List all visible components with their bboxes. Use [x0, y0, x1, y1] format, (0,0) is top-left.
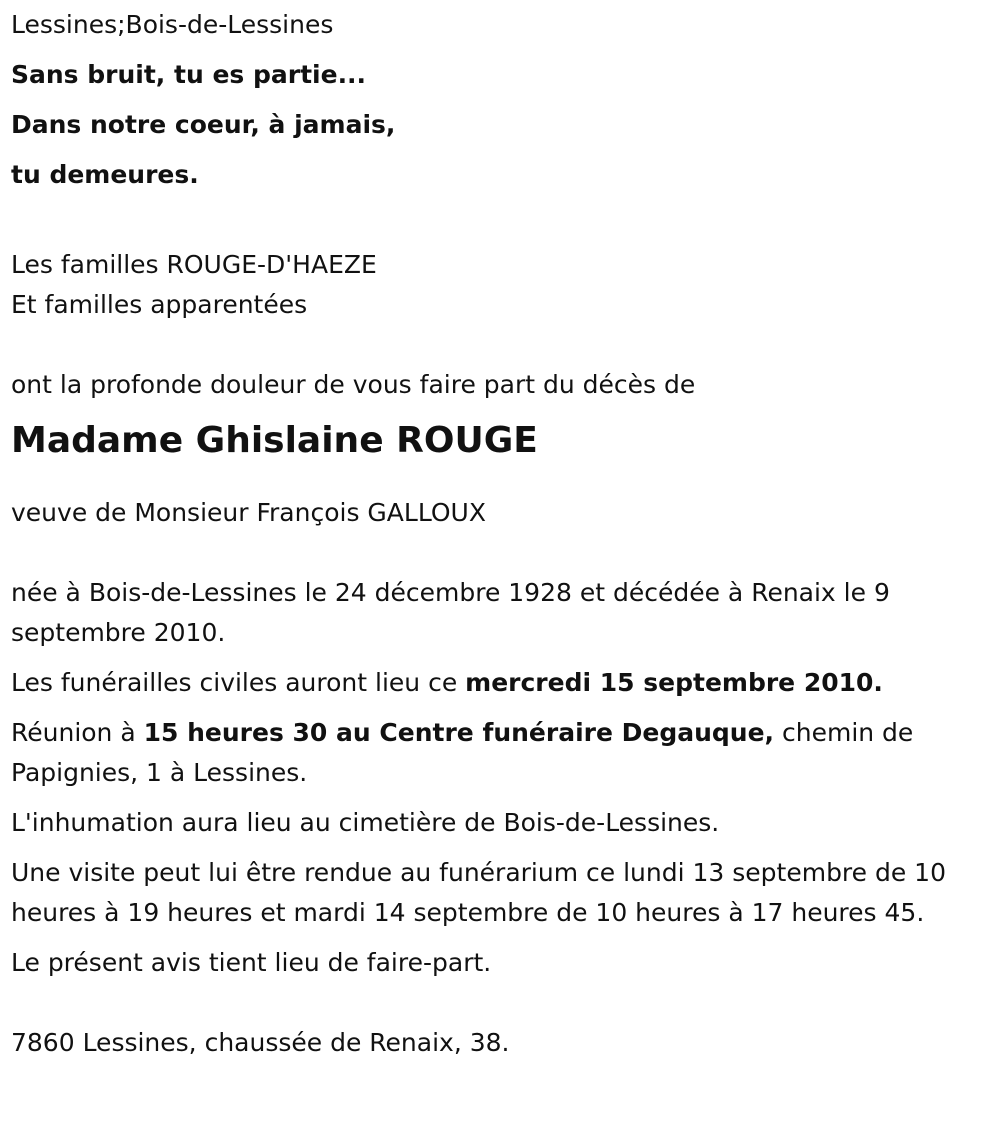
family-line-2: Et familles apparentées [11, 290, 308, 319]
family-line-1: Les familles ROUGE-D'HAEZE [11, 250, 377, 279]
funeral-text [11, 663, 981, 703]
meeting-prefix: Réunion à [11, 718, 144, 747]
spacer [11, 325, 981, 365]
spacer [11, 983, 981, 1023]
families-block [11, 245, 981, 325]
spacer [11, 533, 981, 573]
verse-line-2: Dans notre coeur, à jamais, [11, 110, 396, 139]
visit-text: Une visite peut lui être rendue au funérarium ce lundi 13 septembre de 10 heures à 19 heures et mardi 14 septembre de 10 heures à 17 heures 45. [11, 858, 946, 927]
announcement-text: ont la profonde douleur de vous faire part du décès de [11, 370, 696, 399]
deceased-name: Madame Ghislaine ROUGE [11, 420, 538, 461]
meeting-text [11, 713, 981, 793]
meeting-place: 15 heures 30 au Centre funéraire Degauque, [143, 718, 775, 747]
verse-line-1: Sans bruit, tu es partie... [11, 60, 367, 89]
notice-text: Le présent avis tient lieu de faire-part. [11, 948, 492, 977]
meeting-suffix: chemin de Papignies, 1 à Lessines. [11, 718, 914, 787]
location-header: Lessines;Bois-de-Lessines [11, 10, 334, 39]
funeral-prefix: Les funérailles civiles auront lieu ce [11, 668, 466, 697]
spouse-text: veuve de Monsieur François GALLOUX [11, 498, 486, 527]
funeral-date: mercredi 15 septembre 2010. [465, 668, 883, 697]
verse-line-3: tu demeures. [11, 160, 199, 189]
burial-text: L'inhumation aura lieu au cimetière de Bois-de-Lessines. [11, 808, 720, 837]
address-text: 7860 Lessines, chaussée de Renaix, 38. [11, 1028, 510, 1057]
spacer [11, 205, 981, 245]
birth-death-text: née à Bois-de-Lessines le 24 décembre 1928 et décédée à Renaix le 9 septembre 2010. [11, 578, 890, 647]
